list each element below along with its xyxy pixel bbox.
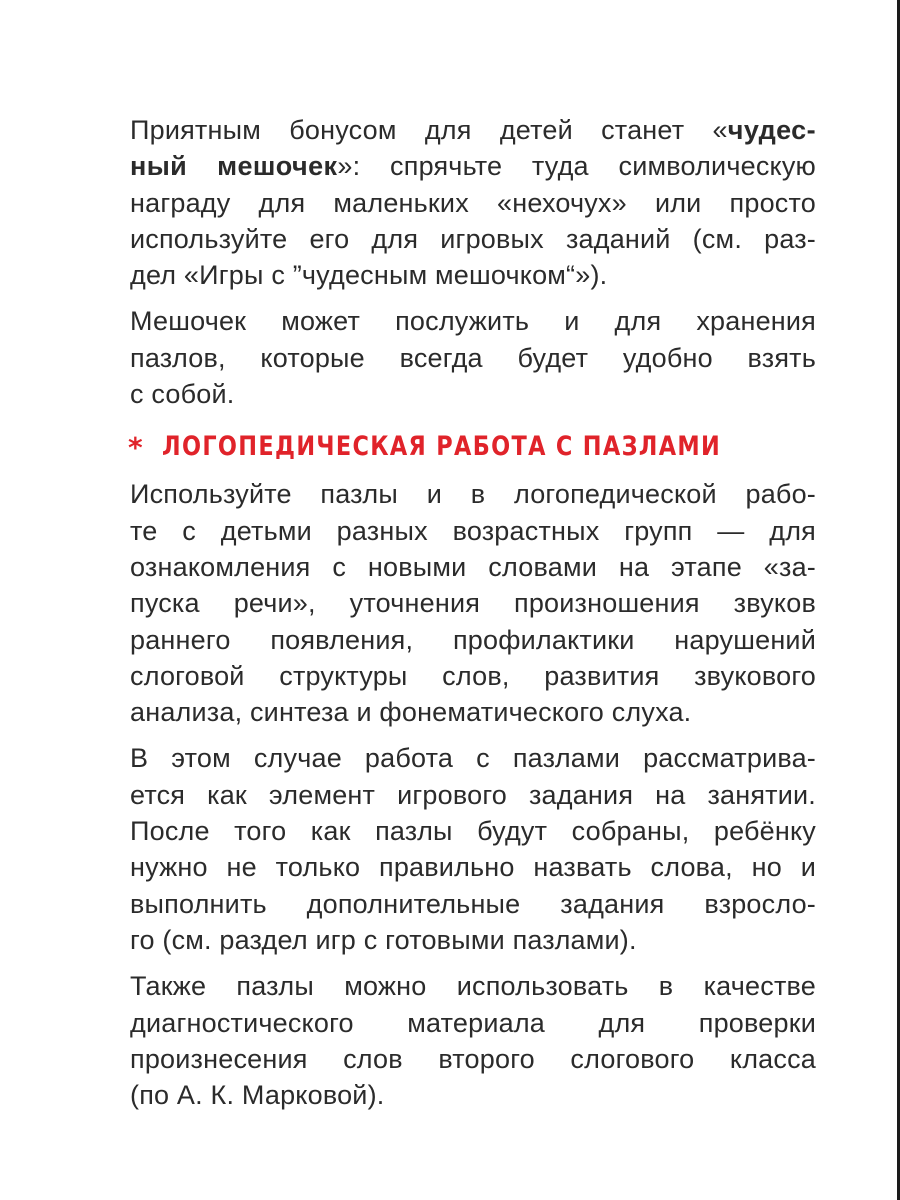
text-span: »: спрячьте туда символическую — [337, 151, 816, 182]
text-line: пуска речи», уточнения произношения звуков — [130, 588, 816, 619]
text-span: Приятным бонусом для детей станет « — [130, 115, 728, 145]
text-line: диагностического материала для проверки — [130, 1007, 816, 1038]
text-line — [130, 148, 816, 184]
text-line: (по А. К. Марковой). — [130, 1080, 385, 1111]
bold-term: ный мешочек — [130, 151, 338, 182]
text-line: пазлов, которые всегда будет удобно взять — [130, 342, 816, 373]
text-line: Также пазлы можно использовать в качестве — [130, 971, 816, 1002]
text-line: награду для маленьких «нехочух» или просто — [130, 187, 816, 218]
text-line: используйте его для игровых заданий (см. раз- — [130, 223, 816, 254]
text-line: выполнить дополнительные задания взросло- — [130, 888, 816, 919]
text-line: ется как элемент игрового задания на занятии. — [130, 779, 816, 810]
text-line: произнесения слов второго слогового класса — [130, 1043, 816, 1074]
asterisk-icon: * — [128, 431, 145, 465]
text-line: дел «Игры с ”чудесным мешочком“»). — [130, 260, 608, 291]
text-line: раннего появления, профилактики нарушений — [130, 624, 816, 655]
paragraph-speech-therapy — [130, 476, 816, 730]
text-line: Используйте пазлы и в логопедической рабо- — [130, 479, 816, 510]
text-line: слоговой структуры слов, развития звукового — [130, 660, 816, 691]
section-heading — [128, 426, 816, 466]
paragraph-bonus-bag — [130, 112, 816, 293]
bold-term: чудес- — [727, 115, 816, 145]
text-line: В этом случае работа с пазлами рассматрива- — [130, 743, 816, 774]
text-line: те с детьми разных возрастных групп — для — [130, 515, 816, 546]
text-line: анализа, синтеза и фонематического слуха. — [130, 697, 692, 728]
text-line: После того как пазлы будут собраны, ребёнку — [130, 816, 816, 847]
text-line: нужно не только правильно назвать слова, но и — [130, 852, 816, 883]
text-line: го (см. раздел игр с готовыми пазлами). — [130, 924, 637, 955]
paragraph-diagnostics — [130, 968, 816, 1113]
text-line: ознакомления с новыми словами на этапе «за- — [130, 551, 816, 582]
paragraph-storage — [130, 303, 816, 412]
document-page — [130, 112, 816, 1123]
text-line — [130, 112, 816, 148]
text-line: с собой. — [130, 379, 235, 410]
paragraph-game-task — [130, 740, 816, 958]
section-heading-title: ЛОГОПЕДИЧЕСКАЯ РАБОТА С ПАЗЛАМИ — [162, 431, 722, 463]
text-line: Мешочек может послужить и для хранения — [130, 306, 816, 337]
